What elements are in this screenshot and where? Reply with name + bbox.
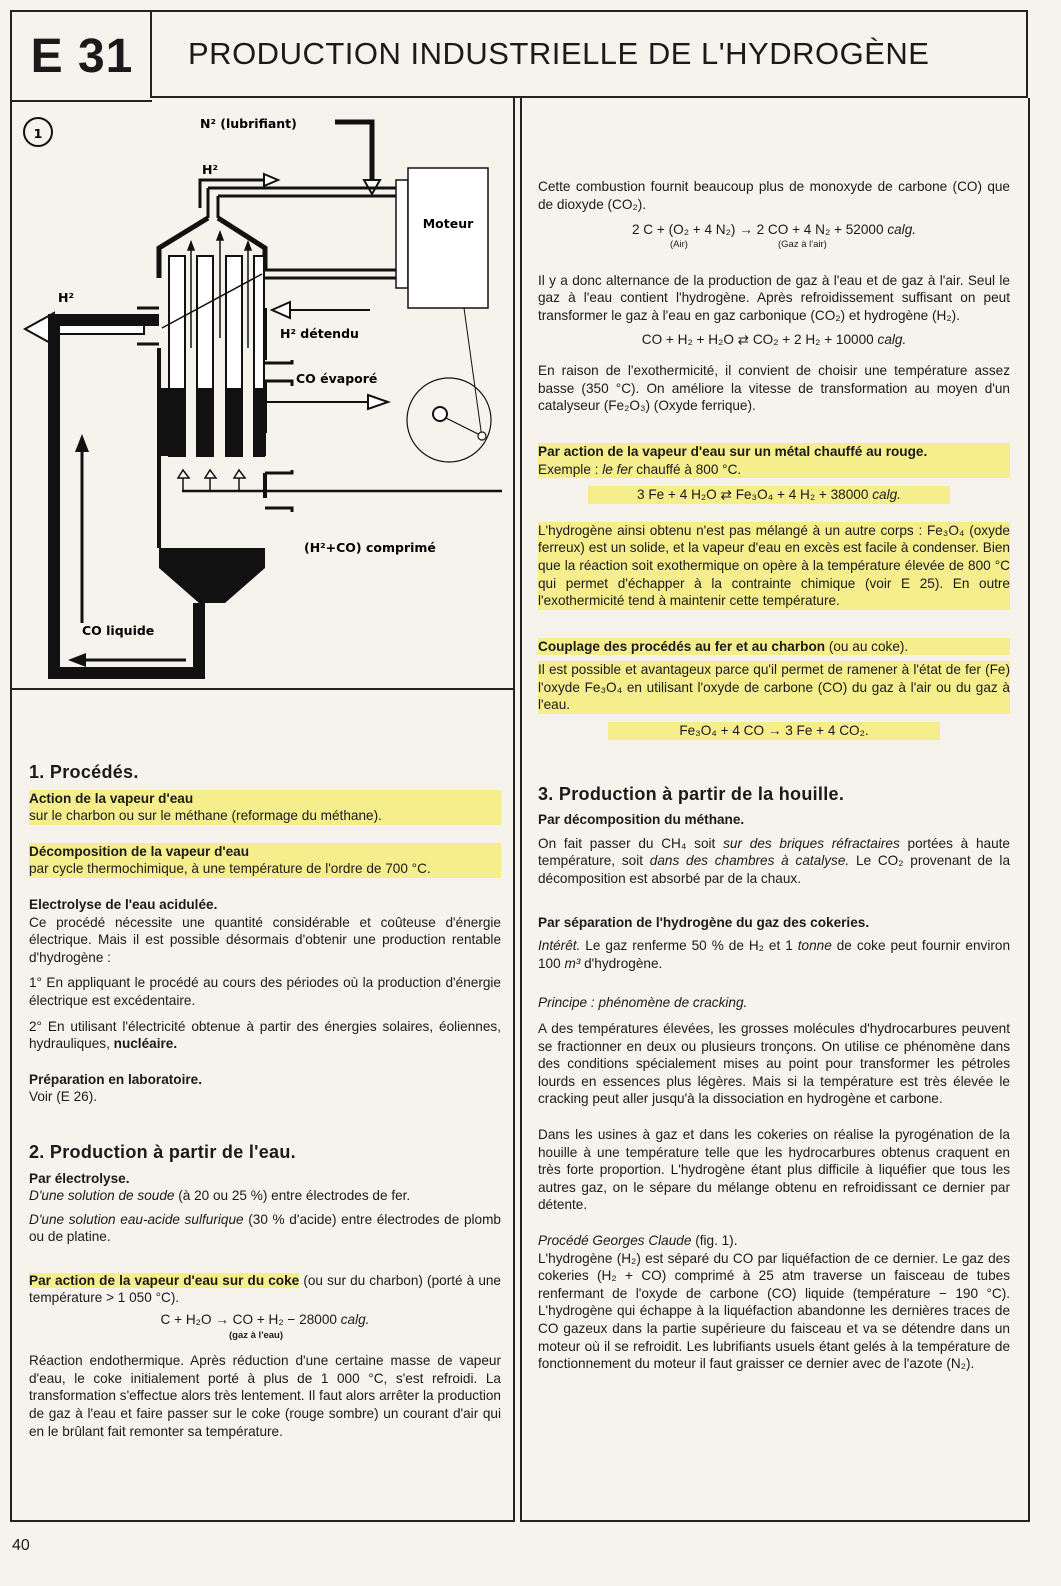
label-n2-lubrifiant: N² (lubrifiant) [200, 116, 297, 131]
text: D'une solution eau-acide sulfurique [29, 1211, 244, 1227]
heading-cokeries: Par séparation de l'hydrogène du gaz des cokeries. [538, 914, 870, 930]
left-text [29, 764, 501, 1454]
text: (ou sur du charbon) (porté à une température > 1 050 °C). [29, 1272, 501, 1306]
figure-number [24, 118, 52, 146]
equation-note: (Air) [670, 238, 688, 250]
text: L'hydrogène ainsi obtenu n'est pas mélangé à un autre corps : Fe₃O₄ (oxyde ferreux) est un solide, et la vapeur d'eau en excès est facile à condenser. Bien que la réaction soit exothermique on opère à la température élevée de 800 °C qui permet d'échapper à la contrainte chimique (voir E 25). En outre l'exothermicité tend à maintenir cette température. [538, 522, 1010, 609]
figure-1-claude-process-diagram [12, 98, 513, 690]
section-2-heading: 2. Production à partir de l'eau. [29, 1141, 296, 1162]
heading-electrolyse: Electrolyse de l'eau acidulée. [29, 896, 218, 912]
equation-conversion: CO + H₂ + H₂O ⇄ CO₂ + 2 H₂ + 10000 calg. [641, 331, 907, 347]
svg-text:1: 1 [33, 126, 43, 141]
heading-vapeur-coke: Par action de la vapeur d'eau sur du coke [29, 1272, 300, 1288]
text: (fig. 1). [695, 1232, 738, 1248]
text: Il est possible et avantageux parce qu'il permet de ramener à l'état de fer (Fe) l'oxyde Fe₃O₄ en utilisant l'oxyde de carbone (CO) du gaz à l'air ou du gaz à l'eau. [538, 662, 1010, 713]
equation-gaz-air: 2 C + (O₂ + 4 N₂) → 2 CO + 4 N₂ + 52000 calg. [631, 222, 917, 238]
text: L'hydrogène (H₂) est séparé du CO par liquéfaction de ce dernier. Le gaz des cokeries (H₂ + CO) comprimé à 25 atm traverse un faisceau de tubes renfermant de l'oxyde de carbone (CO) liquide (température − 190 °C). L'hydrogène qui échappe à la liquéfaction abandonne les dernières traces de CO gazeux dans la partie supérieure du faisceau et va se détendre dans un moteur où il se refroidit. Les lubrifiants usuels étant gelés à la température de fonctionnement du moteur il faut graisser ce dernier avec de l'azote (N₂). [538, 1250, 1010, 1372]
text: Principe : phénomène de cracking. [538, 995, 748, 1011]
text: Réaction endothermique. Après réduction d'une certaine masse de vapeur d'eau, le coke initialement porté à plus de 1 000 °C, s'est refroidi. La transformation s'effectue alors très lentement. Il faut alors arrêter la production de gaz à l'eau et faire passer sur le coke (rouge sombre) un courant d'air qui en le brûlant fait remonter sa température. [29, 1353, 501, 1439]
heading-preparation: Préparation en laboratoire. [29, 1071, 202, 1087]
text: On fait passer du CH₄ soit sur des briques réfractaires portées à haute température, soit dans des chambres à catalyse. Le CO₂ provenant de la décomposition est absorbé par de la chaux. [538, 835, 1010, 887]
text: sur le charbon ou sur le méthane (reformage du méthane). [29, 808, 382, 824]
text: (ou au coke). [828, 638, 909, 654]
equation-gaz-eau: C + H₂O → CO + H₂ − 28000 calg. [160, 1312, 370, 1328]
text: le fer [602, 461, 633, 477]
right-column [520, 98, 1030, 1522]
text: 2° En utilisant l'électricité obtenue à partir des énergies solaires, éoliennes, hydrauliques, [29, 1018, 501, 1052]
section-code: E 31 [10, 10, 152, 102]
equation-note: (gaz à l'eau) [229, 1329, 283, 1341]
text: nucléaire. [113, 1036, 178, 1052]
text: Il y a donc alternance de la production de gaz à l'eau et de gaz à l'air. Seul le gaz à l'eau contient l'hydrogène. Après refroidissement suffisant on peut transformer le gaz à l'eau en gaz carbonique (CO₂) et hydrogène (H₂). [538, 272, 1010, 323]
page-title: PRODUCTION INDUSTRIELLE DE L'HYDROGÈNE [150, 10, 1028, 98]
left-column [10, 98, 515, 1522]
heading-methane: Par décomposition du méthane. [538, 812, 745, 828]
label-h2-detendu: H² détendu [280, 326, 359, 341]
text: Dans les usines à gaz et dans les cokeries on réalise la pyrogénation de la houille à une température telle que les hydrocarbures obtenus craquent en très forte proportion. L'hydrogène étant plus difficile à liquéfier que tous les autres gaz, on le sépare du mélange obtenu en refroidissant ce dernier par détente. [538, 1126, 1010, 1213]
heading-couplage: Couplage des procédés au fer et au charbon [538, 638, 826, 654]
text: Procédé Georges Claude [538, 1232, 692, 1248]
text: Exemple : [538, 461, 599, 477]
heading-electrolyse: Par électrolyse. [29, 1170, 130, 1186]
label-h2-left: H² [58, 290, 74, 305]
section-1-heading: 1. Procédés. [29, 762, 139, 782]
heading-action-vapeur: Action de la vapeur d'eau [29, 790, 194, 806]
heading-metal: Par action de la vapeur d'eau sur un métal chauffé au rouge. [538, 443, 928, 459]
text: Cette combustion fournit beaucoup plus de monoxyde de carbone (CO) que de dioxyde (CO₂). [538, 179, 1010, 212]
label-h2-co-comprime: (H²+CO) comprimé [304, 540, 436, 555]
text: Voir (E 26). [29, 1089, 97, 1105]
text: (30 % d'acide) entre électrodes de plomb ou de platine. [29, 1211, 501, 1245]
label-h2-top: H² [202, 162, 218, 177]
text: chauffé à 800 °C. [636, 461, 742, 477]
label-moteur: Moteur [422, 216, 474, 231]
text: D'une solution de soude [29, 1188, 175, 1204]
page-number: 40 [12, 1537, 30, 1554]
heading-decomposition: Décomposition de la vapeur d'eau [29, 843, 250, 859]
equation-note: (Gaz à l'air) [778, 238, 827, 250]
label-co-evapore: CO évaporé [296, 371, 378, 386]
text: Intérêt. Le gaz renferme 50 % de H₂ et 1 tonne de coke peut fournir environ 100 m³ d'hydrogène. [538, 938, 1010, 971]
text: (à 20 ou 25 %) entre électrodes de fer. [178, 1188, 411, 1204]
text: En raison de l'exothermicité, il convient de choisir une température assez basse (350 °C). On améliore la vitesse de transformation au moyen d'un catalyseur (Fe₂O₃) (Oxyde ferrique). [538, 363, 1010, 414]
section-3-heading: 3. Production à partir de la houille. [538, 783, 845, 804]
label-co-liquide: CO liquide [82, 623, 155, 638]
equation-couplage: Fe₃O₄ + 4 CO → 3 Fe + 4 CO₂. [608, 722, 940, 740]
text: A des températures élevées, les grosses molécules d'hydrocarbures peuvent se fractionner en deux ou plusieurs tronçons. On utilise ce phénomène dans des conditions spécialement mises au point pour transformer les pétroles lourds en essences plus légères. Mais si la température est très élevée le cracking peut aller jusqu'à la dissociation en hydrogène et carbone. [538, 1021, 1010, 1107]
text: par cycle thermochimique, à une température de l'ordre de 700 °C. [29, 861, 431, 877]
right-text [538, 178, 1010, 1387]
equation-fer: 3 Fe + 4 H₂O ⇄ Fe₃O₄ + 4 H₂ + 38000 calg. [588, 486, 950, 504]
text: Ce procédé nécessite une quantité considérable et coûteuse d'énergie électrique. Mais il est possible désormais d'obtenir une production rentable d'hydrogène : [29, 914, 501, 965]
text: 1° En appliquant le procédé au cours des périodes où la production d'énergie électrique est excédentaire. [29, 975, 501, 1008]
